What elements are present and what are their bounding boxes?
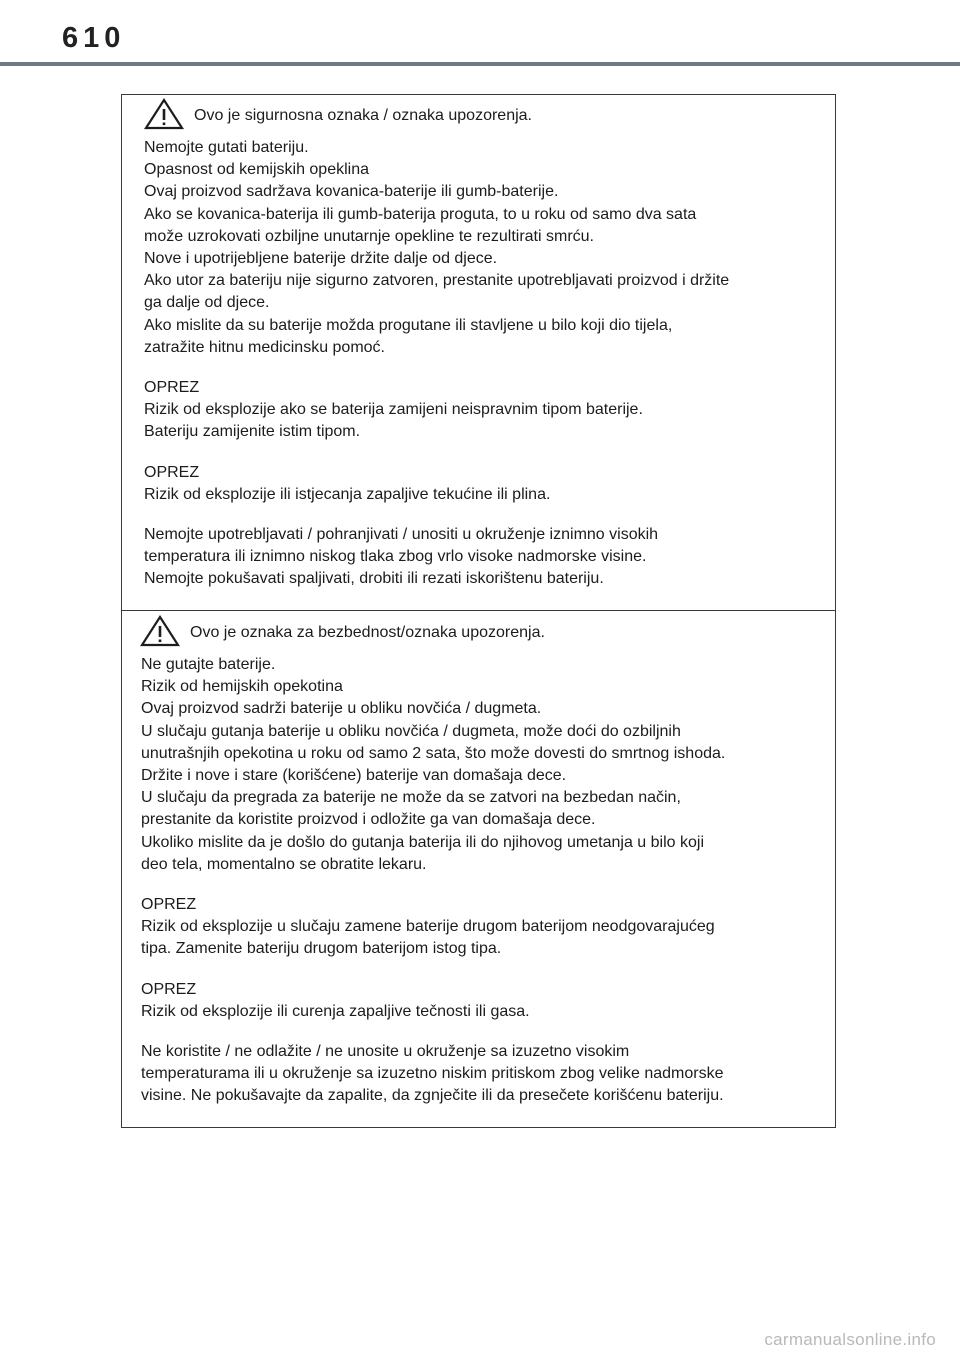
- text-line: Nemojte upotrebljavati / pohranjivati / unositi u okruženje iznimno visokih: [144, 526, 659, 544]
- paragraph-gap: [144, 359, 817, 377]
- paragraph: [141, 1041, 817, 1108]
- text-line: Ako utor za bateriju nije sigurno zatvoren, prestanite upotrebljavati proizvod i držite: [144, 272, 730, 290]
- warning-body: [144, 137, 817, 591]
- text-line: može uzrokovati ozbiljne unutarnje opekline te rezultirati smrću.: [144, 227, 594, 245]
- warning-section-serbian: [122, 612, 835, 1127]
- paragraph-gap: [144, 961, 817, 979]
- text-line: Rizik od eksplozije ili curenja zapaljive tečnosti ili gasa.: [141, 1002, 530, 1020]
- paragraph: [144, 377, 817, 444]
- text-line: temperatura ili iznimno niskog tlaka zbog vrlo visoke nadmorske visine.: [144, 548, 647, 566]
- text-line: Rizik od eksplozije ili istjecanja zapaljive tekućine ili plina.: [144, 485, 551, 503]
- text-line: zatražite hitnu medicinsku pomoć.: [144, 338, 385, 356]
- text-line: Ovaj proizvod sadržava kovanica-baterije ili gumb-baterije.: [144, 183, 559, 201]
- warning-triangle-icon: [144, 98, 184, 130]
- paragraph-gap: [144, 876, 817, 894]
- text-line: Ako mislite da su baterije možda progutane ili stavljene u bilo koji dio tijela,: [144, 316, 673, 334]
- paragraph: [144, 462, 817, 506]
- warning-title: Ovo je sigurnosna oznaka / oznaka upozorenja.: [194, 107, 532, 124]
- text-line: prestanite da koristite proizvod i odložite ga van domašaja dece.: [141, 811, 596, 829]
- paragraph-gap: [144, 444, 817, 462]
- paragraph: [144, 137, 817, 359]
- text-line: Rizik od eksplozije ako se baterija zamijeni neispravnim tipom baterije.: [144, 401, 643, 419]
- warning-heading: [140, 612, 817, 654]
- text-line: Ukoliko mislite da je došlo do gutanja baterija ili do njihovog umetanja u bilo koji: [141, 833, 704, 851]
- text-line: visine. Ne pokušavajte da zapalite, da zgnječite ili da presečete korišćenu bateriju.: [141, 1087, 724, 1105]
- text-line: Ako se kovanica-baterija ili gumb-baterija proguta, to u roku od samo dva sata: [144, 205, 697, 223]
- text-line: deo tela, momentalno se obratite lekaru.: [141, 855, 427, 873]
- text-line: ga dalje od djece.: [144, 294, 270, 312]
- text-line: Ne gutajte baterije.: [141, 656, 276, 673]
- paragraph: [141, 894, 817, 961]
- paragraph-gap: [144, 506, 817, 524]
- text-line: OPREZ: [144, 379, 200, 397]
- text-line: Ovaj proizvod sadrži baterije u obliku novčića / dugmeta.: [141, 700, 542, 718]
- warning-heading: [144, 95, 817, 137]
- paragraph: [141, 979, 817, 1023]
- text-line: unutrašnjih opekotina u roku od samo 2 sata, što može dovesti do smrtnog ishoda.: [141, 744, 726, 762]
- watermark: carmanualsonline.info: [764, 1330, 936, 1349]
- text-line: Bateriju zamijenite istim tipom.: [144, 423, 361, 441]
- text-line: Nemojte gutati bateriju.: [144, 139, 309, 156]
- text-line: Ne koristite / ne odlažite / ne unosite u okruženje sa izuzetno visokim: [141, 1043, 630, 1061]
- text-line: Opasnost od kemijskih opeklina: [144, 161, 370, 179]
- text-line: temperaturama ili u okruženje sa izuzetno niskim pritiskom zbog velike nadmorske: [141, 1065, 724, 1083]
- warning-section-croatian: [122, 95, 835, 610]
- text-line: tipa. Zamenite bateriju drugom baterijom istog tipa.: [141, 940, 502, 958]
- text-line: Rizik od eksplozije u slučaju zamene baterije drugom baterijom neodgovarajućeg: [141, 918, 715, 936]
- text-line: U slučaju da pregrada za baterije ne može da se zatvori na bezbedan način,: [141, 789, 681, 807]
- warning-title: Ovo je oznaka za bezbednost/oznaka upozorenja.: [190, 624, 545, 641]
- warning-box: [121, 94, 836, 1128]
- header-rule: [0, 62, 960, 66]
- text-line: OPREZ: [144, 463, 200, 481]
- warning-body: [141, 654, 817, 1108]
- text-line: Rizik od hemijskih opekotina: [141, 678, 343, 696]
- text-line: Držite i nove i stare (korišćene) baterije van domašaja dece.: [141, 767, 567, 785]
- paragraph: [141, 654, 817, 876]
- page-number: 610: [62, 22, 126, 54]
- text-line: U slučaju gutanja baterije u obliku novčića / dugmeta, može doći do ozbiljnih: [141, 722, 681, 740]
- text-line: OPREZ: [141, 896, 197, 914]
- text-line: Nemojte pokušavati spaljivati, drobiti ili rezati iskorištenu bateriju.: [144, 570, 604, 588]
- paragraph: [144, 524, 817, 591]
- warning-triangle-icon: [140, 615, 180, 647]
- text-line: OPREZ: [141, 980, 197, 998]
- section-divider: [122, 610, 835, 611]
- paragraph-gap: [144, 1023, 817, 1041]
- text-line: Nove i upotrijebljene baterije držite dalje od djece.: [144, 250, 498, 268]
